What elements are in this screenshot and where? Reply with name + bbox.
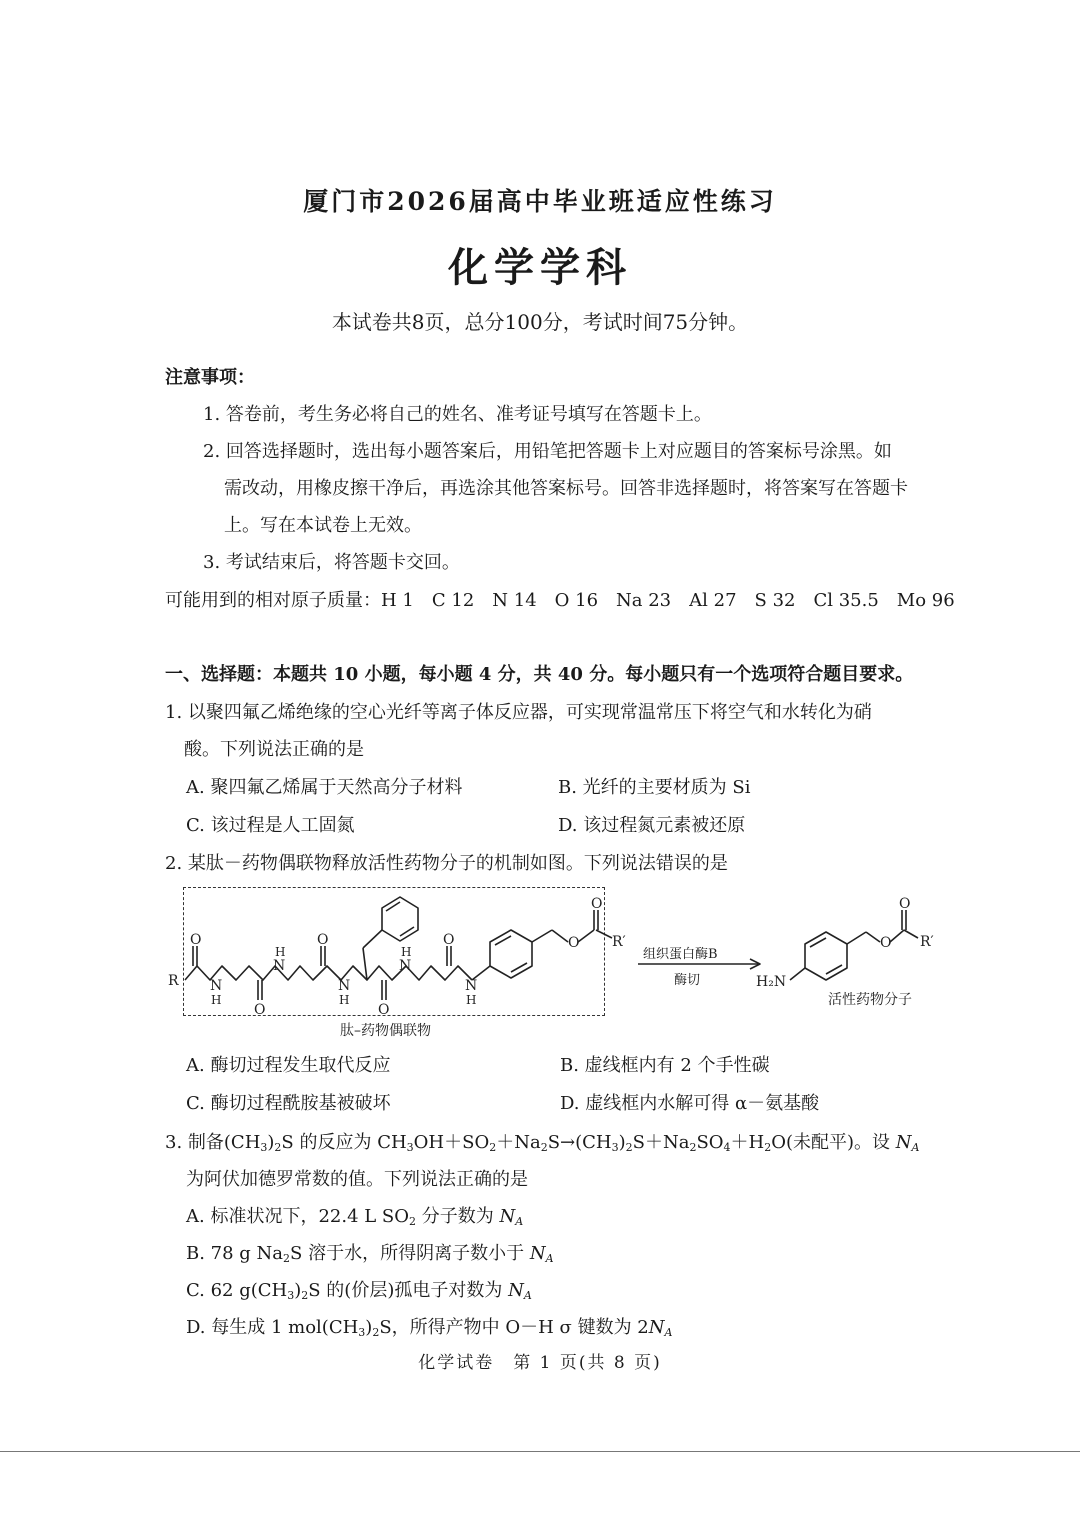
- q3-stem-line-2: 为阿伏加德罗常数的值。下列说法正确的是: [186, 1169, 528, 1190]
- hydrogen-label: H: [401, 945, 412, 959]
- oxygen-label: O: [190, 932, 202, 948]
- amine-label: H₂N: [756, 974, 787, 990]
- q1-stem-line-1: 1. 以聚四氟乙烯绝缘的空心光纤等离子体反应器，可实现常温常压下将空气和水转化为硝: [165, 702, 872, 723]
- conjugate-label: 肽–药物偶联物: [340, 1023, 431, 1039]
- nitrogen-label: N: [273, 958, 286, 974]
- note-3: 3. 考试结束后，将答题卡交回。: [203, 552, 460, 573]
- subject-title: 化学学科: [448, 244, 632, 291]
- note-2-line-1: 2. 回答选择题时，选出每小题答案后，用铅笔把答题卡上对应题目的答案标号涂黑。如: [203, 441, 892, 462]
- q1-option-c: C. 该过程是人工固氮: [186, 815, 355, 836]
- oxygen-label: O: [591, 896, 603, 912]
- q1-option-a: A. 聚四氟乙烯属于天然高分子材料: [186, 777, 463, 798]
- bottom-divider: [0, 1451, 1080, 1452]
- hydrogen-label: H: [211, 993, 222, 1007]
- q2-option-b: B. 虚线框内有 2 个手性碳: [560, 1055, 770, 1076]
- section-1-heading: 一、选择题：本题共 10 小题，每小题 4 分，共 40 分。每小题只有一个选项符合题目要求。: [165, 664, 914, 685]
- q1-stem-line-2: 酸。下列说法正确的是: [184, 739, 364, 760]
- nitrogen-label: N: [465, 978, 478, 994]
- q3-option-b: B. 78 g $Na_2S$ 溶于水，所得阴离子数小于 $N_A$: [186, 1243, 554, 1265]
- reaction-scheme: [160, 880, 950, 1040]
- oxygen-label: O: [443, 932, 455, 948]
- exam-info: 本试卷共8页，总分100分，考试时间75分钟。: [331, 310, 749, 334]
- atomic-masses: 可能用到的相对原子质量：H 1 C 12 N 14 O 16 Na 23 Al 27 S 32 Cl 35.5 Mo 96: [165, 590, 955, 611]
- q3-option-a: A. 标准状况下，22.4 L $SO_2$ 分子数为 $N_A$: [186, 1206, 524, 1228]
- note-2-line-3: 上。写在本试卷上无效。: [224, 515, 422, 536]
- r-prime-label: R′: [612, 934, 626, 950]
- q3-stem-line-1: 3. 制备$(CH_3)_2S$ 的反应为 $CH_3OH+SO_2+Na_2S\to(CH_3)_2S+Na_2SO_4+H_2O$(未配平)。设 $N_A$: [165, 1132, 920, 1154]
- oxygen-label: O: [899, 896, 911, 912]
- oxygen-label: O: [880, 935, 892, 951]
- active-drug-label: 活性药物分子: [828, 992, 912, 1008]
- notes-heading: 注意事项：: [165, 367, 255, 388]
- page-footer: 化学试卷 第 1 页(共 8 页): [418, 1353, 662, 1373]
- r-prime-label: R′: [920, 934, 934, 950]
- oxygen-label: O: [568, 935, 580, 951]
- hydrogen-label: H: [466, 993, 477, 1007]
- enzyme-label: 组织蛋白酶B: [643, 947, 718, 962]
- hydrogen-label: H: [275, 945, 286, 959]
- q3-option-c: C. 62 $g(CH_3)_2S$ 的(价层)孤电子对数为 $N_A$: [186, 1280, 532, 1302]
- oxygen-label: O: [378, 1002, 390, 1018]
- nitrogen-label: N: [210, 978, 223, 994]
- r-group-label: R: [168, 973, 179, 989]
- q2-option-c: C. 酶切过程酰胺基被破坏: [186, 1093, 391, 1114]
- q2-stem: 2. 某肽－药物偶联物释放活性药物分子的机制如图。下列说法错误的是: [165, 853, 728, 874]
- oxygen-label: O: [254, 1002, 266, 1018]
- note-1: 1. 答卷前，考生务必将自己的姓名、准考证号填写在答题卡上。: [203, 404, 712, 425]
- cleavage-label: 酶切: [674, 973, 701, 988]
- q2-option-a: A. 酶切过程发生取代反应: [186, 1055, 391, 1076]
- q2-option-d: D. 虚线框内水解可得 α－氨基酸: [560, 1093, 820, 1114]
- q1-option-b: B. 光纤的主要材质为 Si: [558, 777, 751, 798]
- hydrogen-label: H: [339, 993, 350, 1007]
- oxygen-label: O: [317, 932, 329, 948]
- nitrogen-label: N: [399, 958, 412, 974]
- note-2-line-2: 需改动，用橡皮擦干净后，再选涂其他答案标号。回答非选择题时，将答案写在答题卡: [224, 478, 908, 499]
- q3-option-d: D. 每生成 1 $mol(CH_3)_2S$，所得产物中 O－H σ 键数为 $2N_A$: [186, 1317, 673, 1339]
- exam-title: 厦门市2026届高中毕业班适应性练习: [303, 187, 777, 216]
- q1-option-d: D. 该过程氮元素被还原: [558, 815, 746, 836]
- nitrogen-label: N: [338, 978, 351, 994]
